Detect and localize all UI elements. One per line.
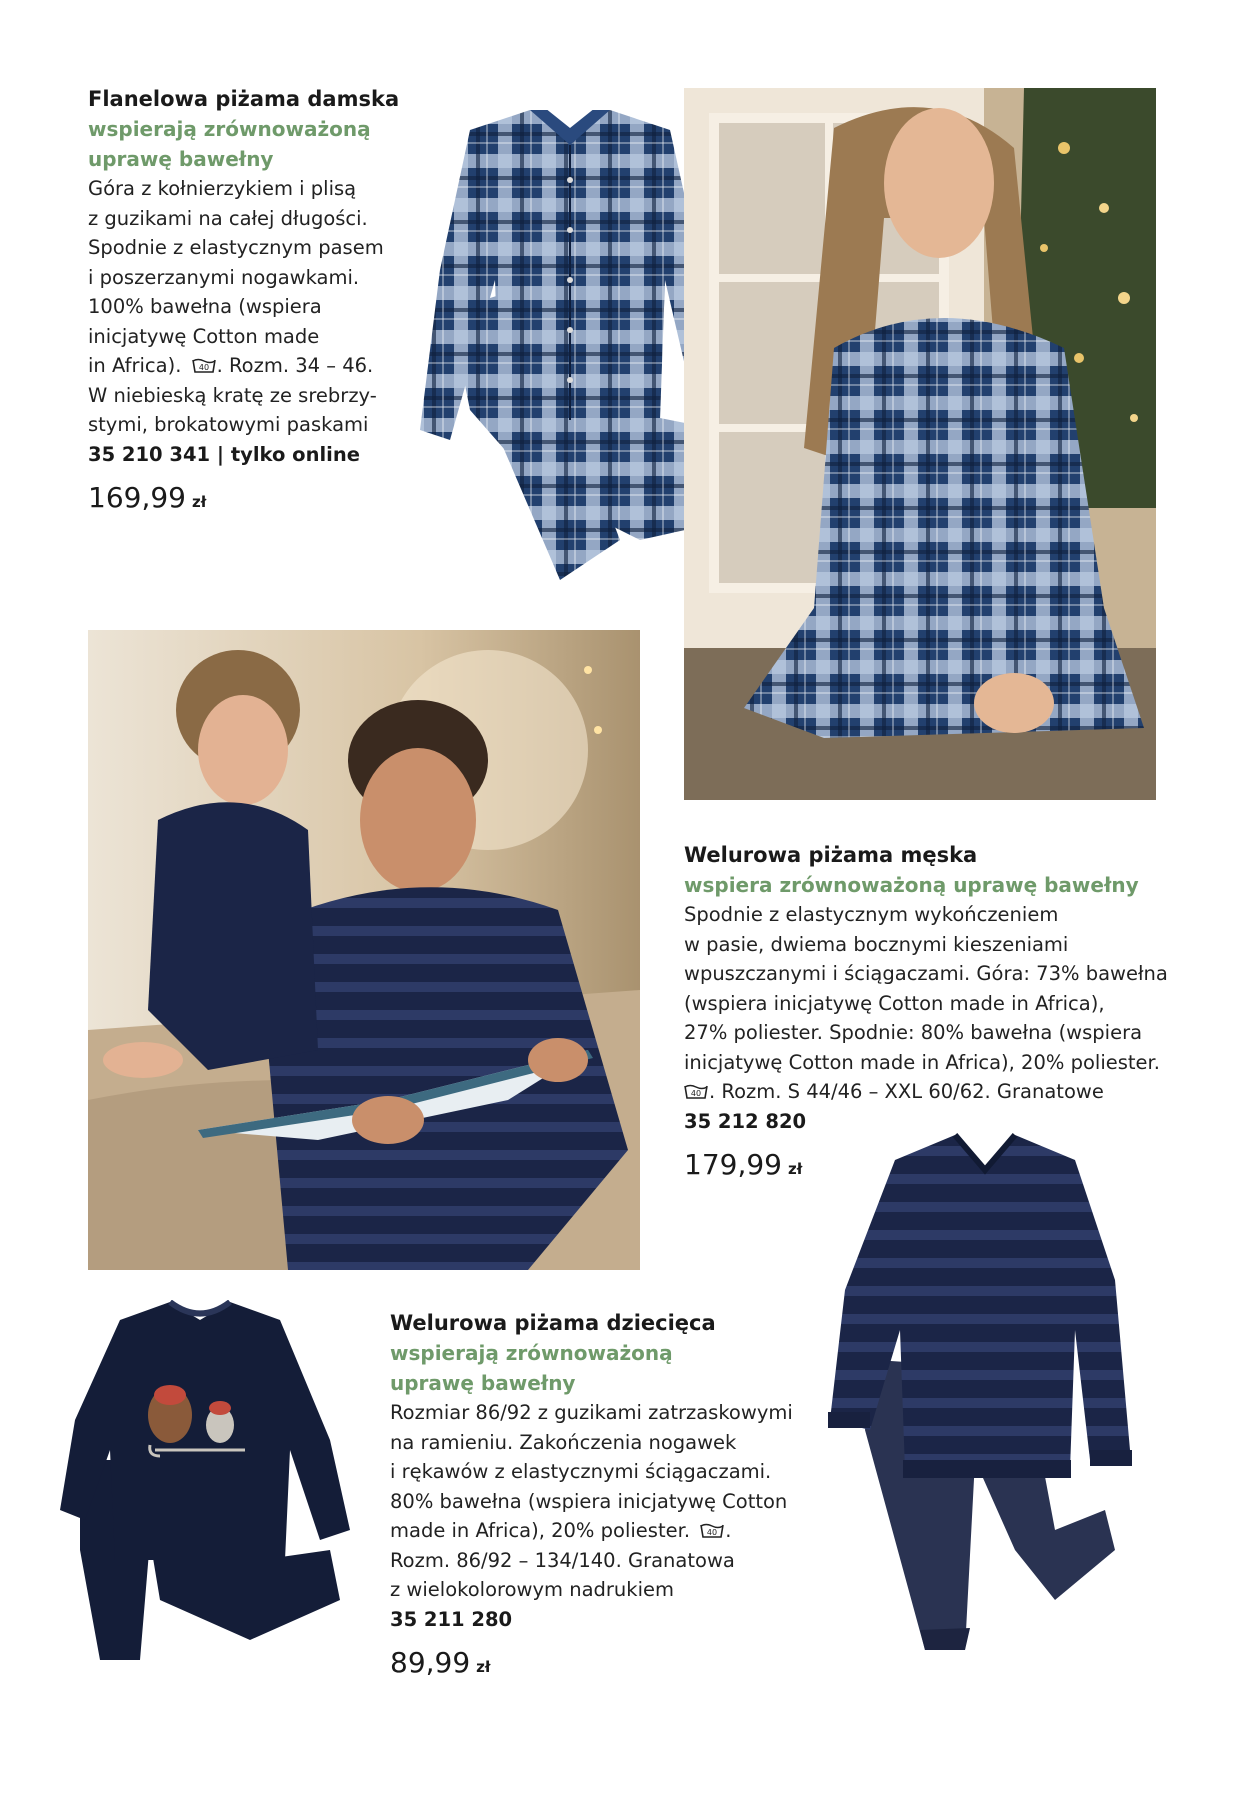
product-womens-flannel <box>88 84 418 520</box>
desc-line: wpuszczanymi i ściągaczami. Góra: 73% bawełna <box>684 962 1168 985</box>
product-description <box>684 900 1204 1107</box>
sustainability-claim <box>88 114 418 174</box>
woman-in-plaid-pajama-photo <box>684 88 1156 800</box>
desc-line: na ramieniu. Zakończenia nogawek <box>390 1430 737 1454</box>
product-title: Welurowa piżama męska <box>684 843 978 867</box>
product-price: 89,99 zł <box>390 1645 491 1679</box>
kids-velour-pajama-image <box>60 1300 360 1670</box>
product-description <box>88 174 418 440</box>
desc-line: Góra z kołnierzykiem i plisą <box>88 177 357 200</box>
claim-line: wspierają zrównoważoną <box>390 1341 673 1365</box>
product-kids-velour <box>390 1308 840 1685</box>
desc-line: w pasie, dwiema bocznymi kieszeniami <box>684 932 1069 956</box>
desc-line: Rozmiar 86/92 z guzikami zatrzaskowymi <box>390 1401 793 1424</box>
wash-40-icon <box>192 357 216 374</box>
desc-line: W niebieską kratę ze srebrzy- <box>88 383 377 407</box>
desc-line: 80% bawełna (wspiera inicjatywę Cotton <box>390 1489 788 1513</box>
desc-line: . Rozm. S 44/46 – XXL 60/62. Granatowe <box>684 1077 1204 1107</box>
desc-line: Rozm. 86/92 – 134/140. Granatowa <box>390 1548 735 1572</box>
desc-line: z wielokolorowym nadrukiem <box>390 1578 674 1601</box>
claim-line: wspierają zrównoważoną <box>88 117 371 141</box>
product-title: Flanelowa piżama damska <box>88 87 400 111</box>
desc-line: Spodnie z elastycznym pasem <box>88 236 384 259</box>
claim-line: uprawę bawełny <box>390 1371 576 1395</box>
product-code: 35 211 280 <box>390 1607 513 1631</box>
claim-line: wspiera zrównoważoną uprawę bawełny <box>684 873 1139 897</box>
wash-40-icon <box>700 1522 724 1539</box>
product-code: 35 212 820 <box>684 1109 807 1133</box>
desc-line: in Africa). . Rozm. 34 – 46. <box>88 354 374 377</box>
product-title: Welurowa piżama dziecięca <box>390 1311 716 1335</box>
product-price: 169,99 zł <box>88 480 207 514</box>
desc-line: 100% bawełna (wspiera <box>88 295 322 318</box>
desc-line: inicjatywę Cotton made in Africa), 20% poliester. <box>684 1050 1160 1074</box>
desc-line: (wspiera inicjatywę Cotton made in Africa), <box>684 991 1105 1015</box>
father-and-daughter-reading-photo <box>88 630 640 1270</box>
wash-40-icon <box>684 1083 708 1100</box>
product-description <box>390 1398 840 1605</box>
desc-line: stymi, brokatowymi paskami <box>88 413 369 436</box>
claim-line: uprawę bawełny <box>88 147 274 171</box>
product-code: 35 210 341 | tylko online <box>88 442 360 466</box>
product-price: 179,99 zł <box>684 1147 803 1181</box>
desc-line: Spodnie z elastycznym wykończeniem <box>684 903 1059 926</box>
desc-line: i poszerzanymi nogawkami. <box>88 265 360 289</box>
sustainability-claim <box>390 1338 840 1398</box>
desc-line: inicjatywę Cotton made <box>88 324 320 348</box>
mens-velour-pajama-image <box>815 1130 1145 1650</box>
desc-line: i rękawów z elastycznymi ściągaczami. <box>390 1460 772 1483</box>
desc-line: 27% poliester. Spodnie: 80% bawełna (wspiera <box>684 1021 1143 1044</box>
desc-line: made in Africa), 20% poliester. . <box>390 1519 732 1542</box>
desc-line: z guzikami na całej długości. <box>88 206 368 230</box>
sustainability-claim <box>684 870 1204 900</box>
